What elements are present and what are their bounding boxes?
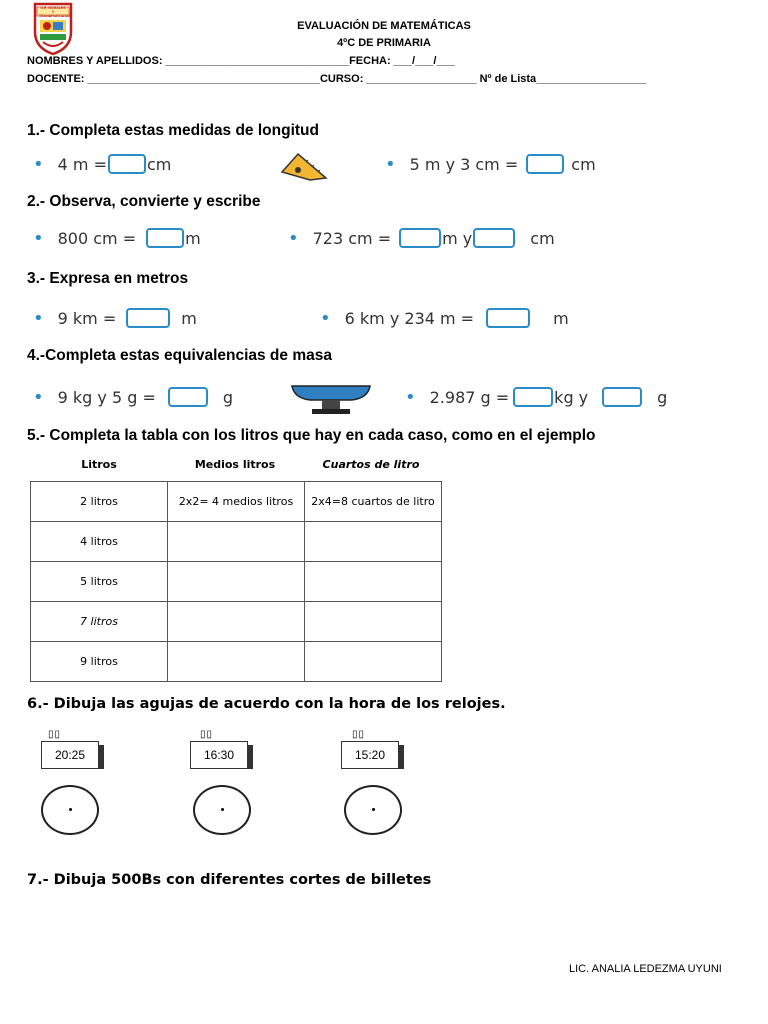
q1-a-left: 4 m = [57, 155, 107, 174]
scale-icon [288, 380, 374, 421]
answer-box[interactable] [473, 228, 515, 248]
answer-box[interactable] [399, 228, 441, 248]
answer-box[interactable] [486, 308, 530, 328]
bullet-icon: • [33, 228, 44, 249]
answer-cell[interactable] [305, 522, 442, 562]
q2-b-left: 723 cm = [312, 229, 392, 248]
ruler-icon [278, 150, 330, 187]
table-cell: 4 litros [31, 522, 168, 562]
q1-b-left: 5 m y 3 cm = [409, 155, 519, 174]
answer-box[interactable] [126, 308, 170, 328]
answer-cell[interactable] [168, 562, 305, 602]
analog-clock-face-2[interactable] [193, 785, 251, 835]
digital-clock-2 [190, 741, 248, 769]
q4-a-left: 9 kg y 5 g = [57, 388, 156, 407]
q4-b-unit: g [657, 388, 668, 407]
question-7-title: 7.- Dibuja 500Bs con diferentes cortes de billetes [27, 872, 432, 888]
answer-cell[interactable] [168, 602, 305, 642]
logo-text: U.E. NOGALES Y TRANSPORTISTAS [39, 6, 71, 18]
q2-a-left: 800 cm = [57, 229, 137, 248]
table-row [31, 642, 442, 682]
clock-bells-icon: ▯▯ [200, 729, 214, 740]
answer-box[interactable] [526, 154, 564, 174]
question-5-title: 5.- Completa la tabla con los litros que hay en cada caso, como en el ejemplo [27, 427, 596, 444]
q2-b-unit: cm [530, 229, 555, 248]
answer-box[interactable] [146, 228, 184, 248]
answer-cell[interactable] [168, 642, 305, 682]
digital-clock-1 [41, 741, 99, 769]
answer-cell[interactable] [305, 602, 442, 642]
answer-box[interactable] [108, 154, 146, 174]
q1-b-unit: cm [571, 155, 596, 174]
answer-box[interactable] [602, 387, 642, 407]
q4-exercise-b [405, 387, 667, 408]
q1-exercise-b [385, 154, 596, 175]
table-cell: 7 litros [31, 602, 168, 642]
q2-a-unit: m [185, 229, 201, 248]
bullet-icon: • [288, 228, 299, 249]
q3-b-left: 6 km y 234 m = [344, 309, 475, 328]
bullet-icon: • [385, 154, 396, 175]
time-display: 15:20 [354, 748, 386, 762]
q4-b-mid: kg y [554, 388, 589, 407]
table-row [31, 522, 442, 562]
q1-a-unit: cm [146, 155, 172, 174]
column-header: Medios litros [194, 458, 276, 471]
q3-exercise-a [33, 308, 197, 329]
bullet-icon: • [405, 387, 416, 408]
question-3-title: 3.- Expresa en metros [27, 270, 189, 287]
answer-box[interactable] [513, 387, 553, 407]
q1-exercise-a [33, 154, 171, 175]
table-cell: 2 litros [31, 482, 168, 522]
clock-bells-icon: ▯▯ [48, 729, 62, 740]
q2-exercise-a [33, 228, 201, 249]
bullet-icon: • [320, 308, 331, 329]
table-cell: 5 litros [31, 562, 168, 602]
table-header-row [31, 458, 439, 471]
column-header: Cuartos de litro [322, 458, 420, 471]
q4-a-unit: g [222, 388, 234, 407]
analog-clock-face-3[interactable] [344, 785, 402, 835]
clock-bells-icon: ▯▯ [352, 729, 366, 740]
bullet-icon: • [33, 308, 44, 329]
table-cell: 2x4=8 cuartos de litro [305, 482, 442, 522]
q3-a-unit: m [181, 309, 197, 328]
table-cell: 9 litros [31, 642, 168, 682]
table-row [31, 482, 442, 522]
table-row [31, 602, 442, 642]
table-cell: 2x2= 4 medios litros [168, 482, 305, 522]
answer-cell[interactable] [168, 522, 305, 562]
clock-center-icon [372, 808, 375, 811]
worksheet-title: EVALUACIÓN DE MATEMÁTICAS [297, 20, 471, 32]
bullet-icon: • [33, 154, 44, 175]
liters-table [30, 481, 442, 682]
q3-a-left: 9 km = [57, 309, 117, 328]
q3-b-unit: m [553, 309, 569, 328]
worksheet-subtitle: 4ºC DE PRIMARIA [337, 37, 431, 49]
question-4-title: 4.-Completa estas equivalencias de masa [27, 347, 332, 364]
q3-exercise-b [320, 308, 569, 329]
question-1-title: 1.- Completa estas medidas de longitud [27, 122, 319, 139]
bullet-icon: • [33, 387, 44, 408]
column-header: Litros [81, 458, 117, 471]
question-6-title: 6.- Dibuja las agujas de acuerdo con la hora de los relojes. [27, 696, 506, 712]
teacher-course-row: DOCENTE: ______________________________________CURSO: __________________ Nº de Lista__________________ [27, 73, 647, 85]
q4-b-left: 2.987 g = [429, 388, 510, 407]
q4-exercise-a [33, 387, 233, 408]
time-display: 20:25 [54, 748, 86, 762]
author-credit: LIC. ANALIA LEDEZMA UYUNI [569, 963, 722, 975]
clock-center-icon [69, 808, 72, 811]
clock-center-icon [221, 808, 224, 811]
time-display: 16:30 [203, 748, 235, 762]
answer-box[interactable] [168, 387, 208, 407]
digital-clock-3 [341, 741, 399, 769]
table-row [31, 562, 442, 602]
answer-cell[interactable] [305, 562, 442, 602]
q2-b-mid: m y [442, 229, 473, 248]
q2-exercise-b [288, 228, 555, 249]
name-date-row: NOMBRES Y APELLIDOS: ______________________________FECHA: ___/___/___ [27, 55, 455, 67]
answer-cell[interactable] [305, 642, 442, 682]
analog-clock-face-1[interactable] [41, 785, 99, 835]
question-2-title: 2.- Observa, convierte y escribe [27, 193, 261, 210]
